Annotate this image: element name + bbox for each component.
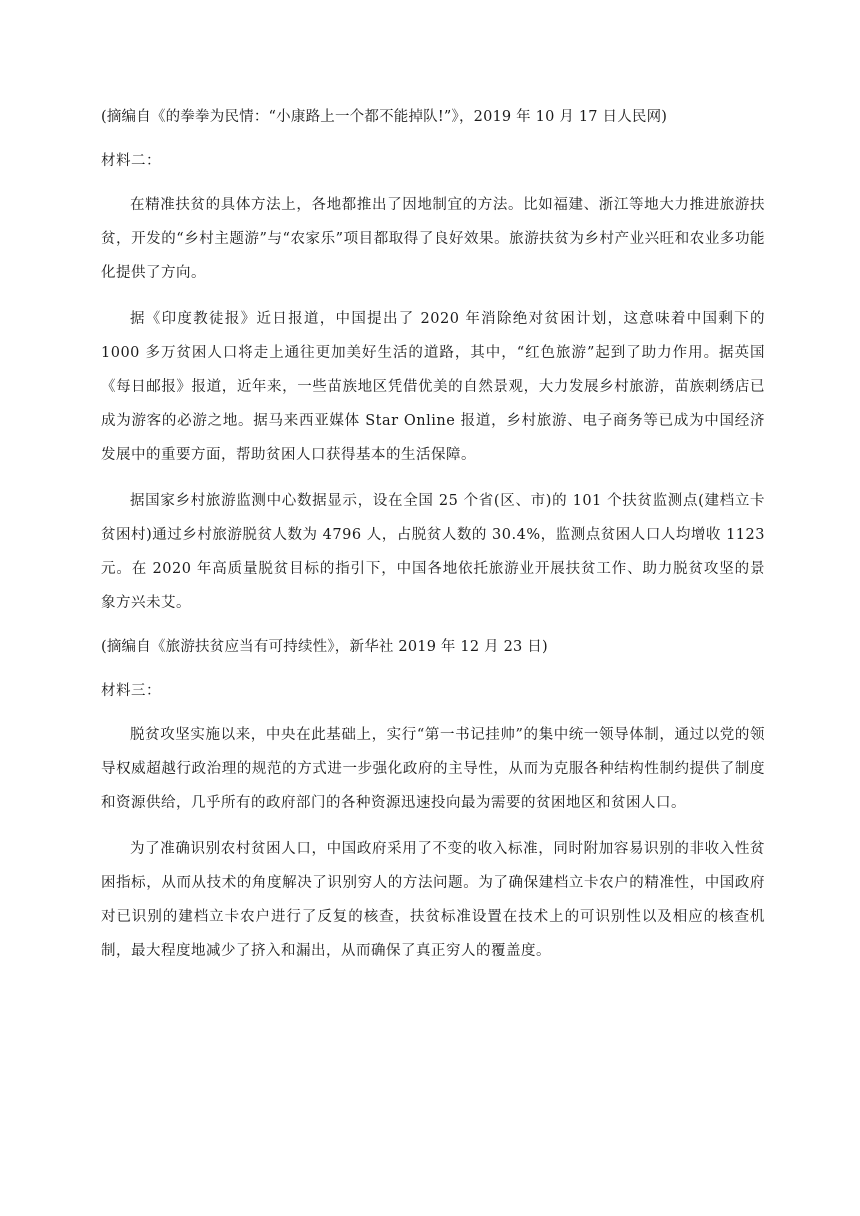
material-2-paragraph-1: 在精准扶贫的具体方法上，各地都推出了因地制宜的方法。比如福建、浙江等地大力推进旅游扶贫，开发的“乡村主题游”与“农家乐”项目都取得了良好效果。旅游扶贫为乡村产业兴旺和农业多功能化提供了方向。 xyxy=(101,197,765,281)
material-3-heading: 材料三： xyxy=(101,683,161,699)
source-citation-1: (摘编自《的拳拳为民情：“小康路上一个都不能掉队!”》，2019 年 10 月 17 日人民网) xyxy=(101,109,668,125)
material-2-heading: 材料二： xyxy=(101,153,161,169)
material-2-paragraph-2: 据《印度教徒报》近日报道，中国提出了 2020 年消除绝对贫困计划，这意味着中国剩下的 1000 多万贫困人口将走上通往更加美好生活的道路，其中，“红色旅游”起到了助力作用。据英国《每日邮报》报道，近年来，一些苗族地区凭借优美的自然景观，大力发展乡村旅游，苗族刺绣店已成为游客的必游之地。据马来西亚媒体 Star Online 报道，乡村旅游、电子商务等已成为中国经济发展中的重要方面，帮助贫困人口获得基本的生活保障。 xyxy=(101,311,765,463)
material-2-paragraph-3: 据国家乡村旅游监测中心数据显示，设在全国 25 个省(区、市)的 101 个扶贫监测点(建档立卡贫困村)通过乡村旅游脱贫人数为 4796 人，占脱贫人数的 30.4%，监测点贫困人口人均增收 1123 元。在 2020 年高质量脱贫目标的指引下，中国各地依托旅游业开展扶贫工作、助力脱贫攻坚的景象方兴未艾。 xyxy=(101,493,765,611)
material-3-paragraph-2: 为了准确识别农村贫困人口，中国政府采用了不变的收入标准，同时附加容易识别的非收入性贫困指标，从而从技术的角度解决了识别穷人的方法问题。为了确保建档立卡农户的精准性，中国政府对已识别的建档立卡农户进行了反复的核查，扶贫标准设置在技术上的可识别性以及相应的核查机制，最大程度地减少了挤入和漏出，从而确保了真正穷人的覆盖度。 xyxy=(101,841,765,959)
document-page xyxy=(101,100,765,968)
material-3-paragraph-1: 脱贫攻坚实施以来，中央在此基础上，实行“第一书记挂帅”的集中统一领导体制，通过以党的领导权威超越行政治理的规范的方式进一步强化政府的主导性，从而为克服各种结构性制约提供了制度和资源供给，几乎所有的政府部门的各种资源迅速投向最为需要的贫困地区和贫困人口。 xyxy=(101,727,765,811)
source-citation-2: (摘编自《旅游扶贫应当有可持续性》，新华社 2019 年 12 月 23 日) xyxy=(101,639,548,655)
